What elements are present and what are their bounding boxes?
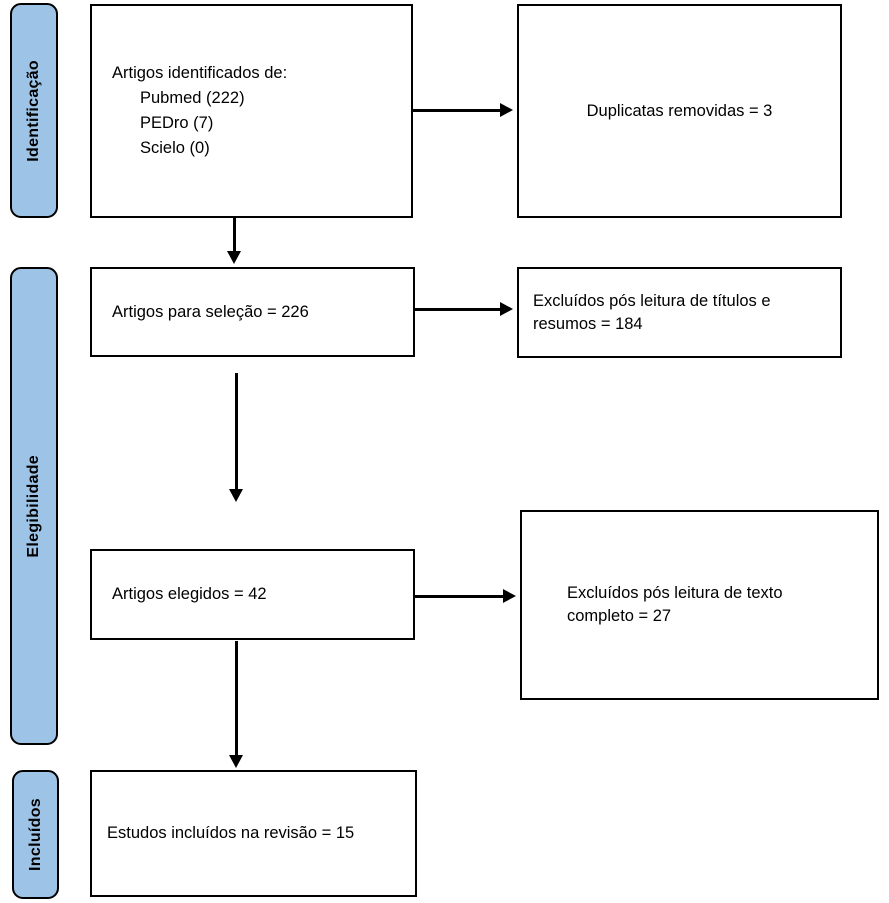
included-text: Estudos incluídos na revisão = 15 <box>107 824 355 842</box>
stage-pill-eligibility <box>10 267 58 745</box>
identified-source-scielo: Scielo (0) <box>140 139 210 157</box>
arrow-right-eligible-to-excluded-fulltext <box>415 595 503 598</box>
arrow-right-screening-to-excluded-titles <box>415 308 500 311</box>
excluded-titles-line2: resumos = 184 <box>533 314 643 333</box>
arrow-down-eligible-to-included <box>235 641 238 755</box>
arrowhead-right-icon <box>500 103 513 117</box>
excluded-titles-line1: Excluídos pós leitura de títulos e <box>533 291 771 310</box>
arrow-right-identified-to-duplicates <box>413 109 500 112</box>
identified-source-pubmed: Pubmed (222) <box>140 89 245 107</box>
stage-label-eligibility: Elegibilidade <box>25 454 42 558</box>
arrow-down-identified-to-screening <box>233 218 236 251</box>
duplicates-removed-text: Duplicatas removidas = 3 <box>586 101 773 120</box>
screening-text: Artigos para seleção = 226 <box>112 302 309 321</box>
eligible-text: Artigos elegidos = 42 <box>112 585 267 603</box>
arrowhead-down-icon <box>229 755 243 768</box>
stage-pill-included <box>12 770 59 899</box>
stage-pill-identification <box>10 3 58 218</box>
box-articles-for-screening <box>90 267 415 357</box>
box-duplicates-removed <box>517 4 842 218</box>
excluded-fulltext-line1: Excluídos pós leitura de texto <box>567 584 783 602</box>
box-excluded-titles-abstracts <box>517 267 842 358</box>
stage-label-identification: Identificação <box>25 59 42 162</box>
arrowhead-down-icon <box>229 489 243 502</box>
arrow-down-screening-to-eligible <box>235 373 238 489</box>
box-studies-included <box>90 770 417 897</box>
box-articles-identified <box>90 4 413 218</box>
arrowhead-down-icon <box>227 251 241 264</box>
box-articles-eligible <box>90 549 415 640</box>
identified-source-pedro: PEDro (7) <box>140 114 214 132</box>
identified-intro-text: Artigos identificados de: <box>112 64 288 82</box>
arrowhead-right-icon <box>500 302 513 316</box>
stage-label-included: Incluídos <box>26 798 44 871</box>
arrowhead-right-icon <box>503 589 516 603</box>
box-excluded-fulltext <box>520 510 879 700</box>
excluded-fulltext-line2: completo = 27 <box>567 607 672 625</box>
